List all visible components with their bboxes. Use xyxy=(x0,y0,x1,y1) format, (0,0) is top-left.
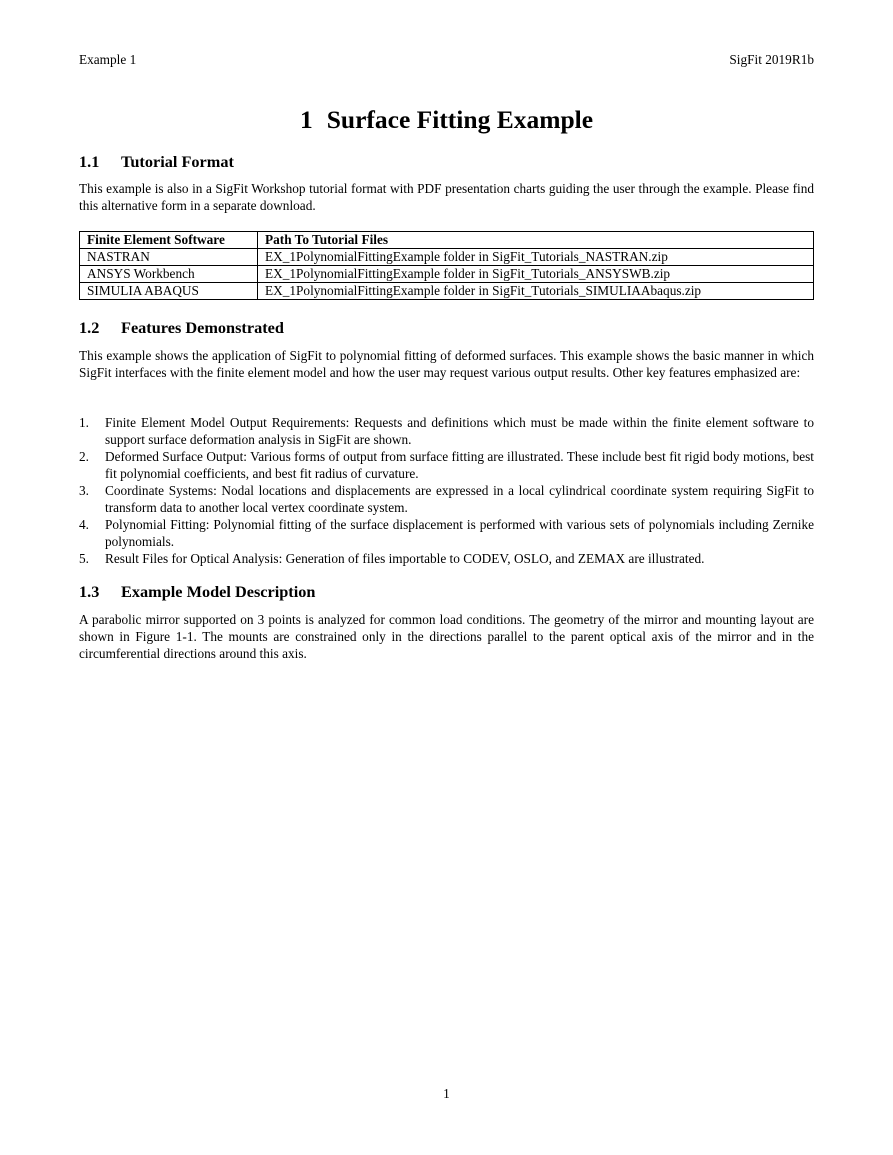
section-number: 1.1 xyxy=(79,152,100,171)
table-row xyxy=(80,266,814,283)
table-row xyxy=(80,283,814,300)
list-item xyxy=(79,414,814,448)
list-item-number: 5. xyxy=(79,551,89,566)
features-paragraph: This example shows the application of SigFit to polynomial fitting of deformed surfaces. This example shows the basic manner in which SigFit interfaces with the finite element model and how the user may request various output results. Other key features emphasized are: xyxy=(79,348,814,380)
section-title: Features Demonstrated xyxy=(121,318,284,337)
table-cell-software: SIMULIA ABAQUS xyxy=(80,283,258,300)
section-heading-example-model-description xyxy=(79,582,814,602)
section-number: 1.3 xyxy=(79,582,100,601)
page-title xyxy=(79,104,814,136)
list-item xyxy=(79,482,814,516)
header-left-text: Example 1 xyxy=(79,52,137,67)
list-item-number: 1. xyxy=(79,415,89,430)
list-item-text: Result Files for Optical Analysis: Generation of files importable to CODEV, OSLO, and ZEMAX are illustrated. xyxy=(105,551,705,566)
table-header-cell: Path To Tutorial Files xyxy=(258,232,814,249)
table-cell-path: EX_1PolynomialFittingExample folder in SigFit_Tutorials_NASTRAN.zip xyxy=(258,249,814,266)
list-item xyxy=(79,448,814,482)
section-heading-features-demonstrated xyxy=(79,318,814,338)
table-row xyxy=(80,249,814,266)
table-header-row xyxy=(80,232,814,249)
list-item xyxy=(79,516,814,550)
features-list xyxy=(79,414,814,567)
list-item-number: 4. xyxy=(79,517,89,532)
section-heading-tutorial-format xyxy=(79,152,814,172)
table-cell-software: ANSYS Workbench xyxy=(80,266,258,283)
page-number: 1 xyxy=(443,1086,450,1101)
list-item-text: Polynomial Fitting: Polynomial fitting of the surface displacement is performed with various sets of polynomials including Zernike polynomials. xyxy=(105,517,814,549)
chapter-number: 1 xyxy=(299,105,313,134)
list-item-text: Finite Element Model Output Requirements: Requests and definitions which must be made within the finite element software to support surface deformation analysis in SigFit are shown. xyxy=(105,415,814,447)
tutorial-files-table xyxy=(79,231,814,300)
list-item-number: 3. xyxy=(79,483,89,498)
list-item-text: Deformed Surface Output: Various forms of output from surface fitting are illustrated. These include best fit rigid body motions, best fit polynomial coefficients, and best fit radius of curvature. xyxy=(105,449,814,481)
section-title: Tutorial Format xyxy=(121,152,234,171)
list-item xyxy=(79,550,814,567)
model-description-paragraph: A parabolic mirror supported on 3 points is analyzed for common load conditions. The geometry of the mirror and mounting layout are shown in Figure 1-1. The mounts are constrained only in the directions parallel to the parent optical axis of the mirror and in the circumferential directions around this axis. xyxy=(79,612,814,661)
list-item-text: Coordinate Systems: Nodal locations and displacements are expressed in a local cylindrical coordinate system requiring SigFit to transform data to another local vertex coordinate system. xyxy=(105,483,814,515)
table-cell-software: NASTRAN xyxy=(80,249,258,266)
tutorial-format-paragraph: This example is also in a SigFit Workshop tutorial format with PDF presentation charts guiding the user through the example. Please find this alternative form in a separate download. xyxy=(79,181,814,213)
table-header-cell: Finite Element Software xyxy=(80,232,258,249)
header-right-text: SigFit 2019R1b xyxy=(729,52,814,67)
chapter-title: Surface Fitting Example xyxy=(326,105,594,134)
table-cell-path: EX_1PolynomialFittingExample folder in SigFit_Tutorials_ANSYSWB.zip xyxy=(258,266,814,283)
list-item-number: 2. xyxy=(79,449,89,464)
table-cell-path: EX_1PolynomialFittingExample folder in SigFit_Tutorials_SIMULIAAbaqus.zip xyxy=(258,283,814,300)
section-number: 1.2 xyxy=(79,318,100,337)
section-title: Example Model Description xyxy=(121,582,316,601)
